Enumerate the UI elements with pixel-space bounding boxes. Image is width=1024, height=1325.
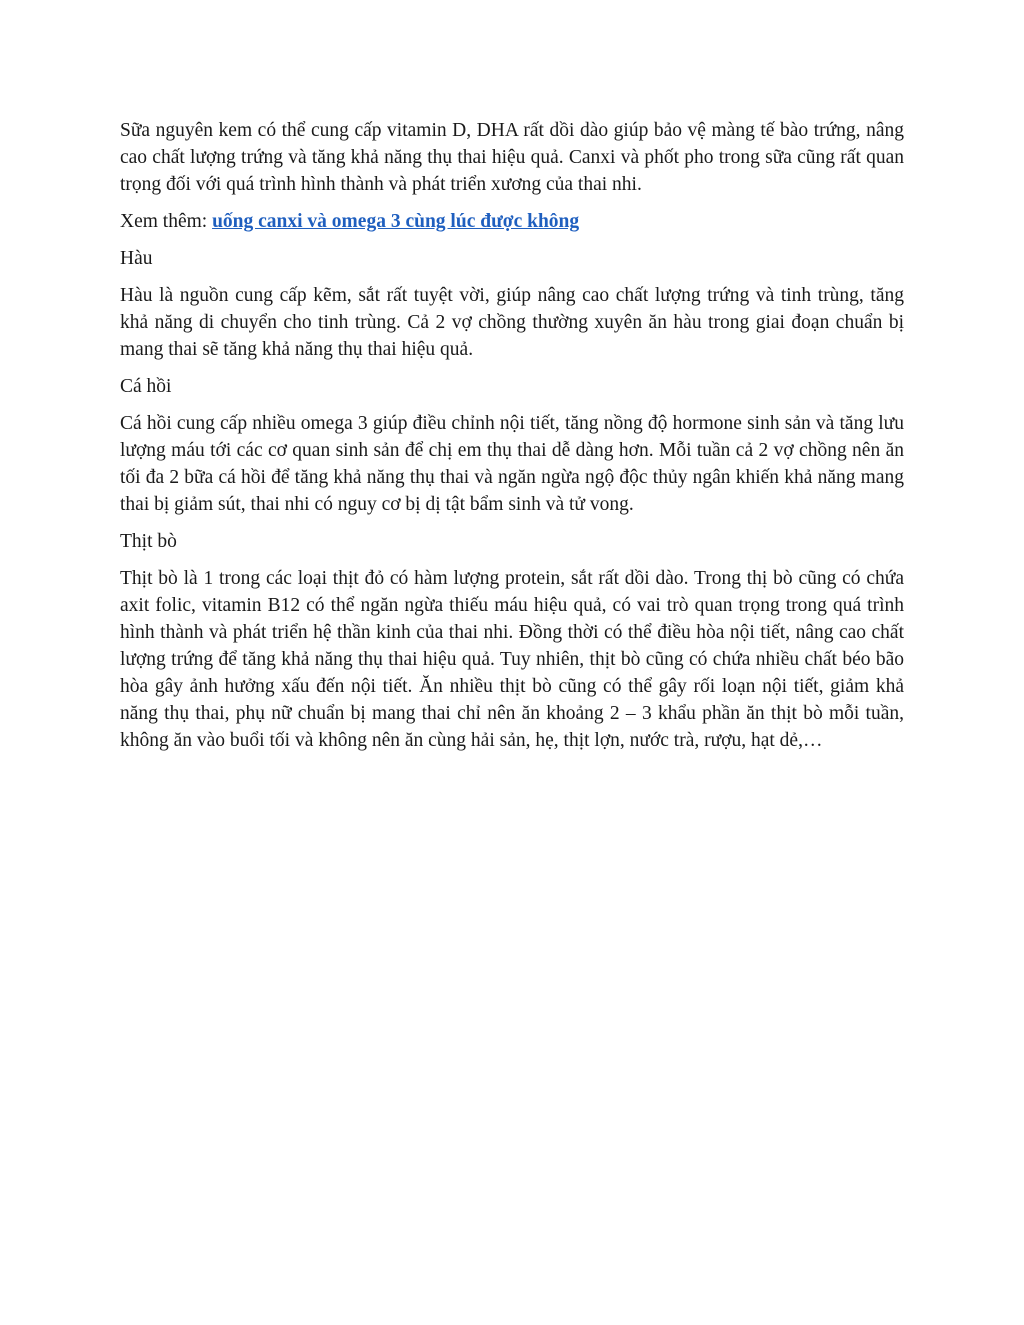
heading-hau: Hàu <box>120 248 153 269</box>
paragraph-whole-milk: Sữa nguyên kem có thể cung cấp vitamin D, DHA rất dồi dào giúp bảo vệ màng tế bào trứng, nâng cao chất lượng trứng và tăng khả năng thụ thai hiệu quả. Canxi và phốt pho trong sữa cũng rất quan trọng đối với quá trình hình thành và phát triển xương của thai nhi. <box>120 120 904 195</box>
paragraph-hau: Hàu là nguồn cung cấp kẽm, sắt rất tuyệt vời, giúp nâng cao chất lượng trứng và tinh trùng, tăng khả năng di chuyển cho tinh trùng. Cả 2 vợ chồng thường xuyên ăn hàu trong giai đoạn chuẩn bị mang thai sẽ tăng khả năng thụ thai hiệu quả. <box>120 285 904 360</box>
see-more-line <box>120 208 904 235</box>
heading-thit-bo: Thịt bò <box>120 531 177 552</box>
see-more-link[interactable]: uống canxi và omega 3 cùng lúc được không <box>212 211 580 232</box>
see-more-label: Xem thêm: <box>120 211 213 232</box>
document-page <box>120 117 904 764</box>
heading-ca-hoi: Cá hồi <box>120 376 172 397</box>
paragraph-thit-bo: Thịt bò là 1 trong các loại thịt đỏ có hàm lượng protein, sắt rất dồi dào. Trong thị bò cũng có chứa axit folic, vitamin B12 có thể ngăn ngừa thiếu máu hiệu quả, có vai trò quan trọng trong quá trình hình thành và phát triển hệ thần kinh của thai nhi. Đồng thời có thể điều hòa nội tiết, nâng cao chất lượng trứng để tăng khả năng thụ thai hiệu quả. Tuy nhiên, thịt bò cũng có chứa nhiều chất béo bão hòa gây ảnh hưởng xấu đến nội tiết. Ăn nhiều thịt bò cũng có thể gây rối loạn nội tiết, giảm khả năng thụ thai, phụ nữ chuẩn bị mang thai chỉ nên ăn khoảng 2 – 3 khẩu phần ăn thịt bò mỗi tuần, không ăn vào buổi tối và không nên ăn cùng hải sản, hẹ, thịt lợn, nước trà, rượu, hạt dẻ,… <box>120 568 904 751</box>
paragraph-ca-hoi: Cá hồi cung cấp nhiều omega 3 giúp điều chỉnh nội tiết, tăng nồng độ hormone sinh sản và tăng lưu lượng máu tới các cơ quan sinh sản để chị em thụ thai dễ dàng hơn. Mỗi tuần cả 2 vợ chồng nên ăn tối đa 2 bữa cá hồi để tăng khả năng thụ thai và ngăn ngừa ngộ độc thủy ngân khiến khả năng mang thai bị giảm sút, thai nhi có nguy cơ bị dị tật bẩm sinh và tử vong. <box>120 413 904 515</box>
